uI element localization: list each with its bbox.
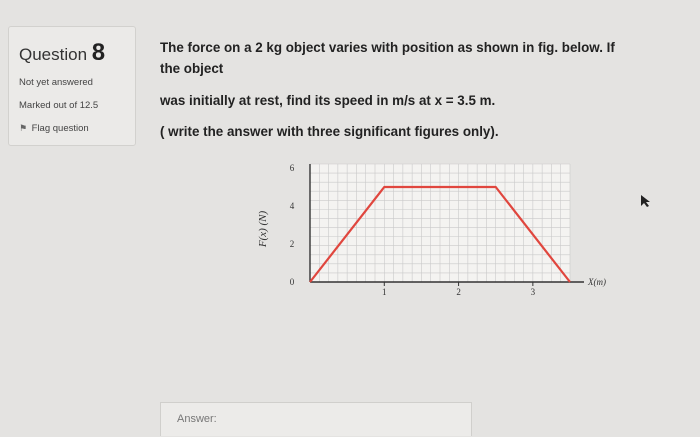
marks-info: Marked out of 12.5	[19, 100, 99, 111]
force-position-chart	[230, 156, 650, 316]
y-tick-label: 2	[289, 239, 295, 249]
question-number: 8	[91, 39, 106, 66]
answer-status: Not yet answered	[19, 77, 93, 88]
y-tick-label: 0	[289, 277, 295, 287]
question-line-1: The force on a 2 kg object varies with position as shown in fig. below. If	[160, 40, 615, 55]
y-tick-label: 4	[289, 201, 295, 211]
answer-label: Answer:	[177, 413, 217, 425]
mouse-cursor-icon	[640, 194, 652, 213]
question-line-2: the object	[160, 60, 224, 76]
flag-question-label: Flag question	[31, 123, 89, 134]
question-line-4: ( write the answer with three significant figures only).	[160, 124, 499, 140]
x-tick-label: 1	[382, 287, 387, 297]
flag-question-link[interactable]	[19, 123, 127, 134]
x-tick-label: 2	[456, 287, 461, 297]
question-line-3: was initially at rest, find its speed in m/s at x = 3.5 m.	[160, 92, 496, 108]
answer-input[interactable]	[231, 407, 465, 437]
question-word: Question	[19, 45, 88, 64]
y-tick-label: 6	[289, 163, 295, 173]
question-info-panel	[8, 26, 136, 146]
question-text	[160, 38, 680, 153]
question-heading	[19, 39, 127, 67]
x-axis-label: X(m)	[588, 277, 606, 287]
x-tick-label: 3	[530, 287, 536, 297]
force-position-figure	[230, 156, 650, 316]
answer-area	[160, 402, 472, 436]
y-axis-label: F(x) (N)	[257, 210, 269, 248]
flag-icon: ⚑	[19, 123, 28, 133]
